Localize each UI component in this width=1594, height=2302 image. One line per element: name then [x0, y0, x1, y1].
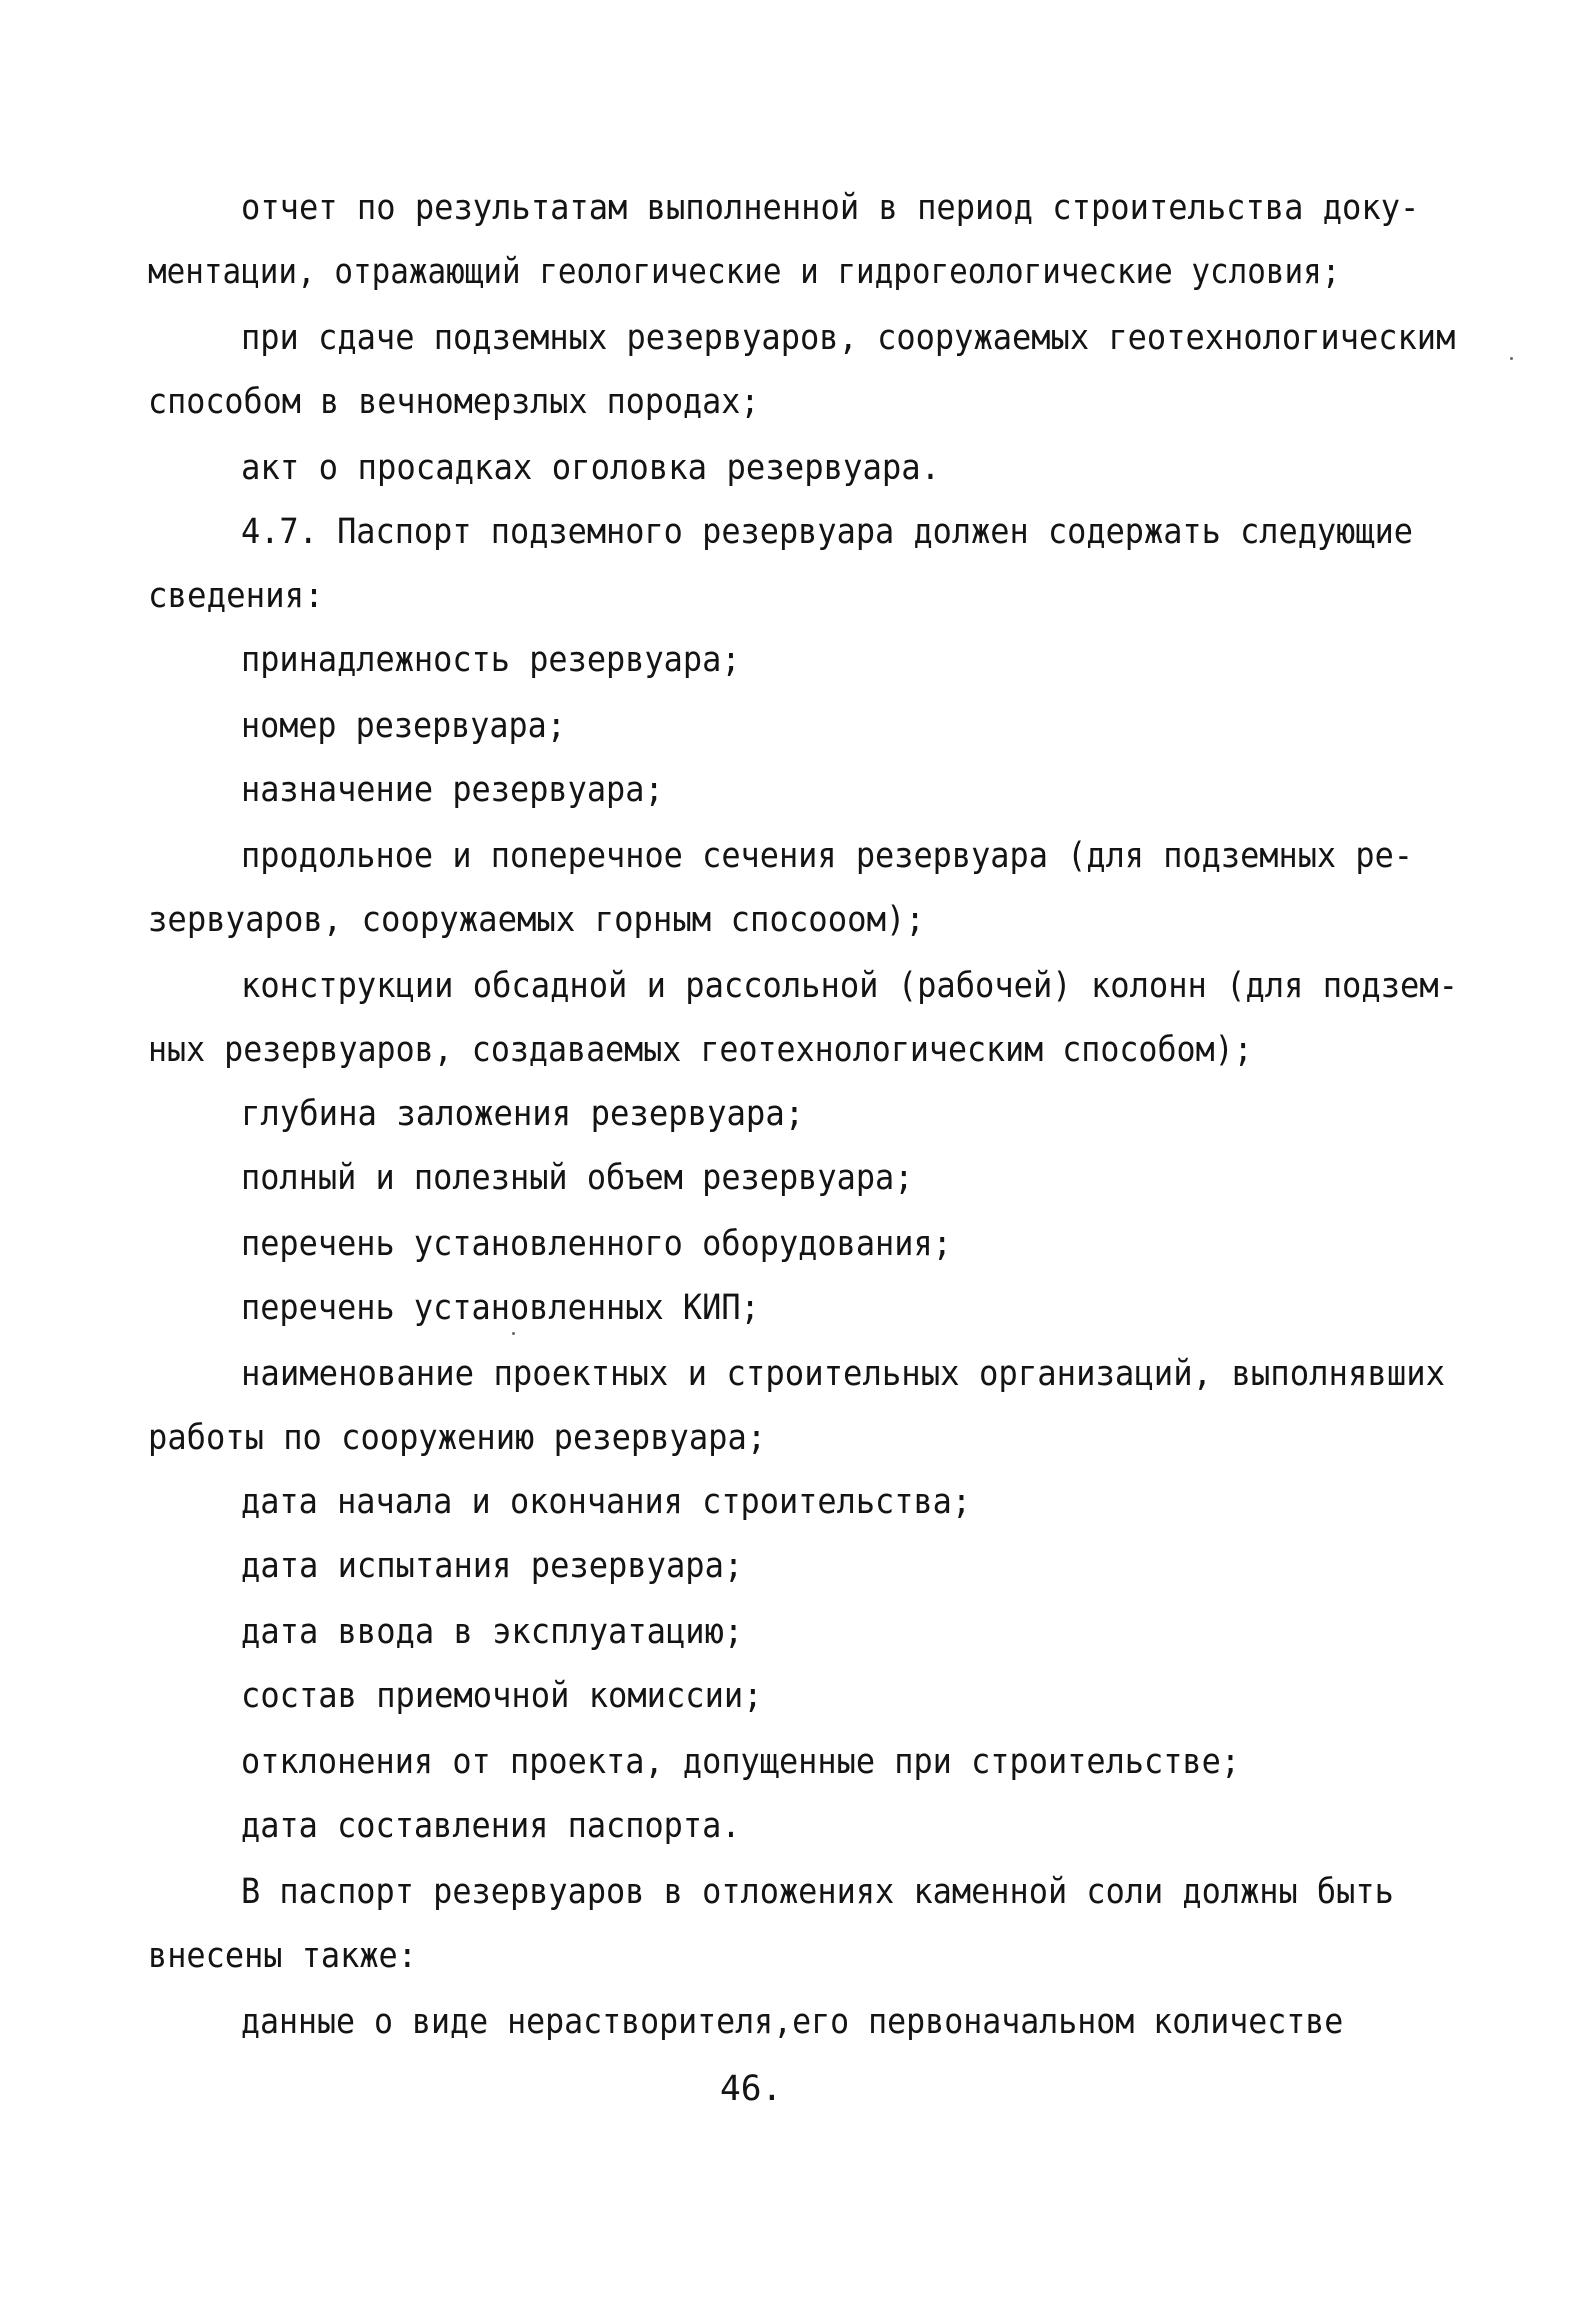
text-line: номер резервуара;: [241, 706, 566, 746]
text-line: данные о виде нерастворителя,его первоначальном количестве: [241, 2002, 1344, 2042]
text-line: при сдаче подземных резервуаров, сооружаемых геотехнологическим: [241, 318, 1456, 358]
text-line: состав приемочной комиссии;: [241, 1676, 763, 1716]
text-line: назначение резервуара;: [241, 770, 664, 810]
text-line: конструкции обсадной и рассольной (рабочей) колонн (для подзем-: [241, 966, 1458, 1006]
text-line: наименование проектных и строительных организаций, выполнявших: [241, 1354, 1446, 1394]
text-line: принадлежность резервуара;: [241, 640, 741, 680]
scan-speck: [1510, 357, 1513, 360]
text-line: дата начала и окончания строительства;: [241, 1482, 972, 1522]
text-line: зервуаров, сооружаемых горным спосооом);: [148, 900, 925, 940]
text-line: перечень установленных КИП;: [241, 1288, 760, 1328]
text-line: глубина заложения резервуара;: [241, 1094, 805, 1134]
text-line: полный и полезный объем резервуара;: [241, 1158, 914, 1198]
scan-speck: [512, 1332, 515, 1335]
text-line: внесены также:: [148, 1936, 417, 1976]
text-line: ных резервуаров, создаваемых геотехнологическим способом);: [148, 1030, 1253, 1070]
text-line: отклонения от проекта, допущенные при строительстве;: [241, 1742, 1241, 1782]
text-line: отчет по результатам выполненной в период строительства доку-: [241, 188, 1420, 228]
text-line: В паспорт резервуаров в отложениях каменной соли должны быть: [241, 1872, 1394, 1912]
text-line: 4.7. Паспорт подземного резервуара должен содержать следующие: [241, 512, 1414, 552]
text-line: способом в вечномерзлых породах;: [148, 382, 760, 422]
text-line: перечень установленного оборудования;: [241, 1224, 952, 1264]
text-line: дата испытания резервуара;: [241, 1546, 744, 1586]
text-line: продольное и поперечное сечения резервуара (для подземных ре-: [241, 836, 1414, 876]
text-line: работы по сооружению резервуара;: [148, 1418, 767, 1458]
text-line: сведения:: [148, 576, 324, 616]
text-line: дата ввода в эксплуатацию;: [241, 1612, 744, 1652]
text-line: дата составления паспорта.: [241, 1806, 741, 1846]
text-line: акт о просадках оголовка резервуара.: [241, 448, 941, 488]
text-line: ментации, отражающий геологические и гидрогеологические условия;: [148, 252, 1341, 292]
page-number: 46.: [720, 2069, 783, 2109]
